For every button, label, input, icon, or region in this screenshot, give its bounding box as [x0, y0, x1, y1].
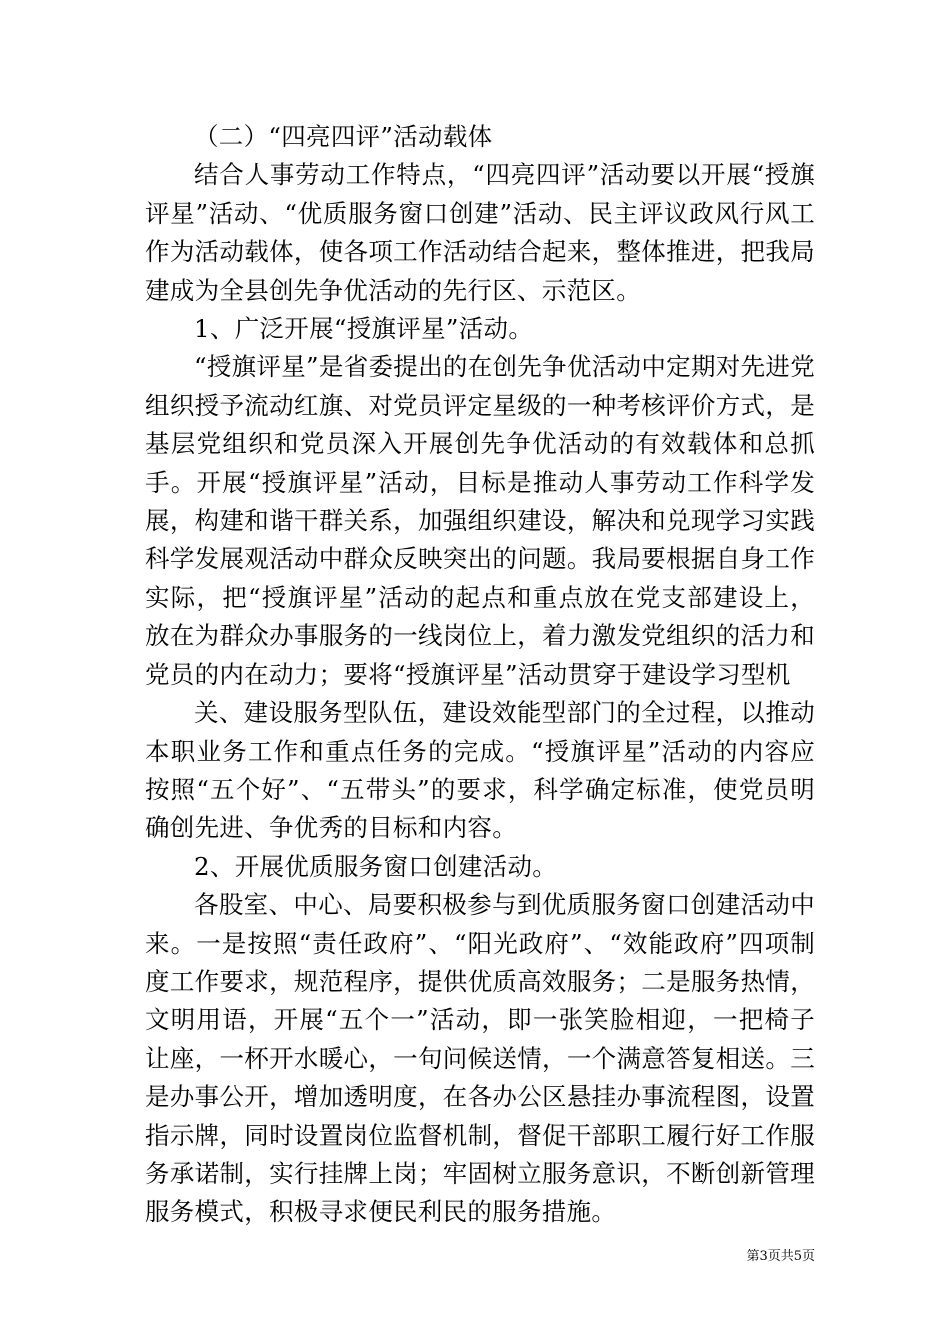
section-heading: （二）“四亮四评”活动载体	[194, 122, 493, 151]
body-paragraph: 各股室、中心、局要积极参与到优质服务窗口创建活动中来。一是按照“责任政府”、“阳光政府”、“效能政府”四项制度工作要求，规范程序，提供优质高效服务；二是服务热情，文明用语，开展“五个一”活动，即一张笑脸相迎，一把椅子让座，一杯开水暖心，一句问候送情，一个满意答复相送。三是办事公开，增加透明度，在各办公区悬挂办事流程图，设置指示牌，同时设置岗位监督机制，督促干部职工履行好工作服务承诺制，实行挂牌上岗；牢固树立服务意识，不断创新管理服务模式，积极寻求便民利民的服务措施。	[145, 890, 815, 1227]
body-paragraph: 结合人事劳动工作特点，“四亮四评”活动要以开展“授旗评星”活动、“优质服务窗口创建”活动、民主评议政风行风工作为活动载体，使各项工作活动结合起来，整体推进，把我局建成为全县创先争优活动的先行区、示范区。	[145, 160, 815, 305]
page-number: 第3页共5页	[746, 1249, 815, 1264]
subsection-heading: 2、开展优质服务窗口创建活动。	[194, 851, 558, 881]
body-paragraph: “授旗评星”是省委提出的在创先争优活动中定期对先进党组织授予流动红旗、对党员评定星级的一种考核评价方式，是基层党组织和党员深入开展创先争优活动的有效载体和总抓手。开展“授旗评星”活动，目标是推动人事劳动工作科学发展，构建和谐干群关系，加强组织建设，解决和兑现学习实践科学发展观活动中群众反映突出的问题。我局要根据自身工作实际，把“授旗评星”活动的起点和重点放在党支部建设上，放在为群众办事服务的一线岗位上，着力激发党组织的活力和党员的内在动力；要将“授旗评星”活动贯穿于建设学习型机	[145, 352, 815, 689]
document-body	[145, 118, 815, 1232]
body-paragraph: 关、建设服务型队伍，建设效能型部门的全过程，以推动本职业务工作和重点任务的完成。“授旗评星”活动的内容应按照“五个好”、“五带头”的要求，科学确定标准，使党员明确创先进、争优秀的目标和内容。	[145, 698, 815, 843]
subsection-heading: 1、广泛开展“授旗评星”活动。	[194, 314, 534, 344]
